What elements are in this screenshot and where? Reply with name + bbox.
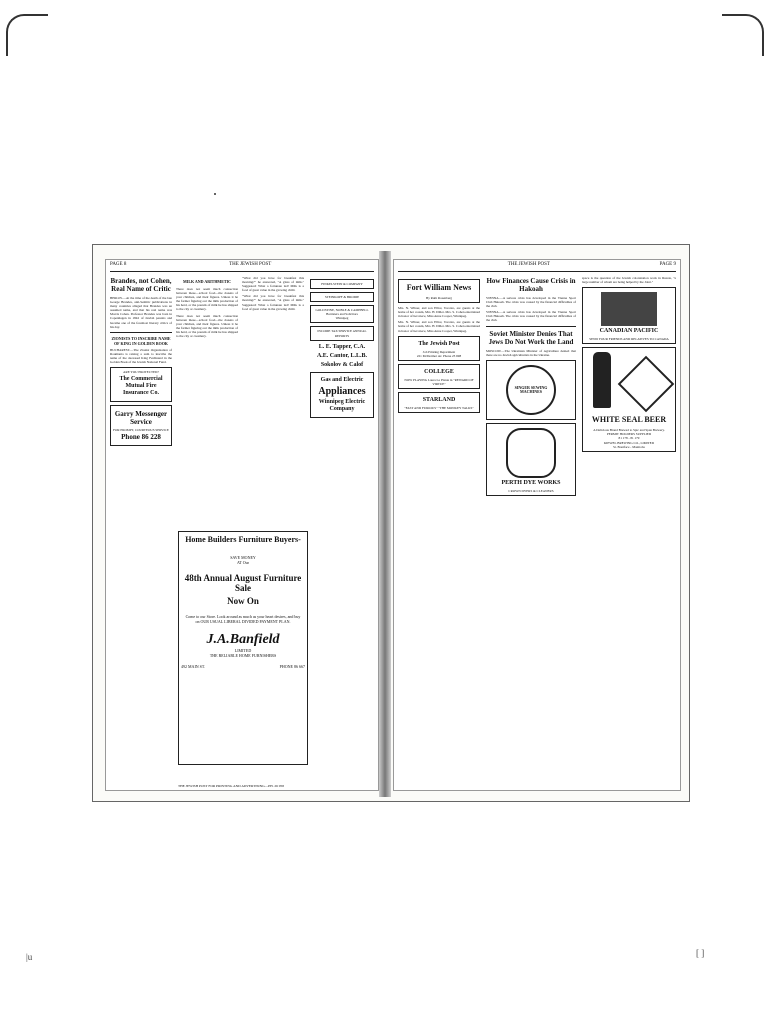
ad-city: Winnipeg: [335, 316, 349, 321]
ad-phone: PHONE 86 667: [279, 664, 305, 669]
column-2: [486, 276, 576, 782]
column-3: [242, 276, 304, 526]
ad-now: Now On: [227, 596, 259, 606]
column-1: [398, 276, 480, 782]
singer-ad: [486, 360, 576, 420]
article-headline: MILK AND ARITHMETIC: [182, 279, 231, 284]
ad-city: St. Boniface - Manitoba: [613, 444, 645, 449]
column-4: [310, 276, 374, 780]
ad-company: PERTH DYE WORKS: [501, 479, 561, 486]
messenger-ad: [110, 405, 172, 446]
article-headline: Soviet Minister Denies That Jews Do Not Work the Land: [488, 329, 574, 346]
tax-ad: INCOME TAX SERVICE ANNUAL REPORTS: [310, 326, 374, 340]
dye-logo: [506, 428, 556, 478]
ad-title: The Jewish Post: [418, 340, 460, 347]
article-body: "What did you have for breakfast this morning?" he answered, "A glass of milk." Suggested: What a fortunate lad! Milk is a food of great value in the growing child.: [242, 294, 304, 311]
column-3: [582, 276, 676, 782]
headline-box: [398, 279, 480, 303]
article-body: Mrs. N. Wilner, and son Elliot, Toronto, are guests at the home of her cousin, Mrs. H. Diller. Mrs. S. Cohen entertained in honor of her niece, Miss Anne Cooper, Winnipeg.: [398, 320, 480, 333]
ad-body: NOW PLAYING Laura La Plante in "REWARD OF VIRTUE": [404, 377, 474, 386]
page-header: [398, 262, 676, 272]
right-page: [393, 259, 681, 791]
article-body: MOSCOW.—The Ukrainian Minister of Agriculture denied that there are no Jewish agriculturists in the Ukraine.: [486, 348, 576, 357]
byline: By Ruth Rosenberg: [426, 296, 452, 300]
article-headline: Fort William News: [406, 283, 472, 292]
ship-illustration: [601, 292, 657, 326]
ad-save: SAVE MONEY: [230, 555, 256, 560]
ad-company: KIEWEL BREWING CO., LIMITED: [603, 440, 655, 445]
ad-subtitle: PERMIT HOLDERS SUPPLIED: [606, 432, 652, 437]
ad-tagline: FOR PROMPT, COURTEOUS SERVICE: [113, 428, 169, 433]
article-headline: How Finances Cause Crisis in Hakoah: [486, 277, 576, 293]
article-body: There does not seem much connection between these—school food—the dozens of your children, and their figures. Unless it be the farmer figuring out the milk production of his herd, or the pounds of milk he has shipped to the city or creamery.: [176, 287, 238, 312]
furniture-sale-ad: [178, 531, 308, 765]
article-body: BERLIN.—At the time of the death of the late George Brandes, anti-Semitic publications in many countries alleged that Brandes was an assumed name, and that his real name was Morris Cohen. Professor Brandes was born in Copenhagen in 1842 of Jewish parents and became one of the foremost literary critics of his day.: [110, 296, 172, 329]
ad-phone: Phone 86 228: [121, 433, 161, 442]
ad-body: SEND YOUR FRIENDS AND RELATIVES TO CANADA: [589, 337, 669, 342]
ad-company: Winnipeg Electric Company: [318, 398, 366, 412]
article-body: space is the question of the Jewish colonization work in Russia, "a large number of whom are being helped by the Joint.": [582, 276, 676, 285]
article-body: "What did you have for breakfast this morning?" he answered, "A glass of milk." Suggested: What a fortunate lad! Milk is a food of great value in the growing child.: [242, 276, 304, 293]
ad-body: A Delicious Brand Brewed to Spic and Span Brewery.: [593, 428, 665, 433]
scan-corner-mark: [722, 14, 764, 56]
article-headline: Brandes, not Cohen, Real Name of Critic: [110, 277, 172, 293]
accountant-ad: L. E. Tapper, C.A.: [318, 343, 366, 350]
ad-body: Come to our Store. Look around as much as your heart desires, and buy on OUR USUAL LIBERAL DIVIDED PAYMENT PLAN.: [185, 614, 301, 624]
article-headline: ZIONISTS TO INSCRIBE NAME OF KING IN GOLDEN BOOK: [111, 335, 171, 346]
bottle-illustration: [593, 352, 611, 408]
ad-headline: Appliances: [318, 385, 366, 397]
ad-title: Gas and Electric: [320, 376, 364, 383]
ad-body: "FAST AND FURIOUS" "THE MONKEY TALKS": [404, 406, 474, 411]
ad-company: GOLDSTINE, NOBLE & CAMPBELL: [315, 308, 369, 313]
article-body: VIENNA.—A serious crisis has developed in the Vienna Sport Club Hakoah. The crisis was caused by the financial difficulties of the club.: [486, 310, 576, 323]
lawyer-ad: A.E. Cantor, L.L.B.: [316, 352, 368, 359]
ad-phone: 81 178 - 81 179: [618, 436, 640, 441]
ad-tagline: THE RELIABLE HOME FURNISHERS: [209, 653, 277, 658]
page-number: PAGE 9: [659, 262, 676, 267]
law-ad: [310, 305, 374, 323]
college-theatre-ad: [398, 364, 480, 389]
canadian-pacific-ad: [582, 287, 676, 344]
ad-subtitle: Job Printing Department: [422, 349, 456, 354]
masthead: THE JEWISH POST: [229, 262, 272, 267]
ad-company: CANADIAN PACIFIC: [599, 328, 659, 335]
page-footer: THE JEWISH POST FOR PRINTING AND ADVERTISING—PH. 26 058: [178, 784, 284, 788]
column-2: [176, 276, 238, 526]
ad-company: Garry Messenger Service: [114, 410, 168, 427]
column-1: [110, 276, 172, 780]
page-gutter: [379, 251, 391, 797]
law-ad: STEINKOPF & BRODIE: [310, 292, 374, 302]
ad-title: COLLEGE: [424, 368, 454, 375]
ad-subtitle: Barristers and Solicitors: [326, 312, 358, 317]
kiewel-logo: [617, 356, 674, 413]
article-body: BUCHAREST.—The Zionist Organization of Roumania is raising a sum to inscribe the name of the deceased King Ferdinand in the Golden Book of the Jewish National Fund.: [110, 347, 172, 365]
ad-question: ARE YOU PROTECTED?: [123, 370, 159, 375]
page-number: PAGE 8: [110, 262, 127, 267]
ad-title: STARLAND: [422, 397, 456, 404]
dye-works-ad: [486, 423, 576, 496]
scan-speck: [214, 193, 216, 195]
article-body: There does not seem much connection between these—school food—the dozens of your children, and their figures. Unless it be the farmer figuring out the milk production of his herd, or the pounds of milk he has shipped to the city or creamery.: [176, 313, 238, 339]
ad-address: 221 McDermot Av. Phone 23 698: [416, 353, 462, 358]
left-page: [105, 259, 379, 791]
ad-company: The Commercial Mutual Fire Insurance Co.: [119, 376, 163, 397]
starland-theatre-ad: [398, 392, 480, 413]
singer-logo: SINGER SEWING MACHINES: [506, 365, 556, 415]
article-body: VIENNA.—A serious crisis has developed in the Vienna Sport Club Hakoah. The crisis was caused by the financial difficulties of the club.: [486, 296, 576, 309]
page-header: [110, 262, 374, 272]
ad-limited: LIMITED: [234, 648, 252, 653]
scan-corner-mark: [6, 14, 48, 56]
electric-ad: [310, 372, 374, 418]
article-body: Mrs. N. Wilner, and son Elliot, Toronto, are guests at the home of her cousin, Mrs. H. Diller. Mrs. S. Cohen entertained in honor of her niece, Miss Anne Cooper, Winnipeg.: [398, 306, 480, 319]
scan-margin-mark: |u: [26, 952, 33, 962]
ad-at: AT Our: [236, 560, 250, 565]
law-ad: FINKELSTEIN & COMPANY: [310, 279, 374, 289]
ad-title: WHITE SEAL BEER: [591, 415, 667, 425]
masthead: THE JEWISH POST: [507, 262, 550, 267]
ad-event: 48th Annual August Furniture Sale: [184, 573, 302, 593]
beer-ad: [582, 347, 676, 451]
ad-title: Home Builders Furniture Buyers-: [185, 535, 301, 544]
ad-company: CROWN DYERS & CLEANERS: [508, 488, 554, 493]
ad-address: 492 MAIN ST.: [181, 664, 206, 669]
scan-margin-mark: [ ]: [696, 948, 705, 958]
ad-brand: J.A.Banfield: [206, 632, 280, 647]
printing-ad: [398, 336, 480, 361]
insurance-ad: [110, 367, 172, 402]
newspaper-spread: [92, 244, 690, 802]
lawyer-ad: Sokolov & Calof: [320, 361, 364, 368]
